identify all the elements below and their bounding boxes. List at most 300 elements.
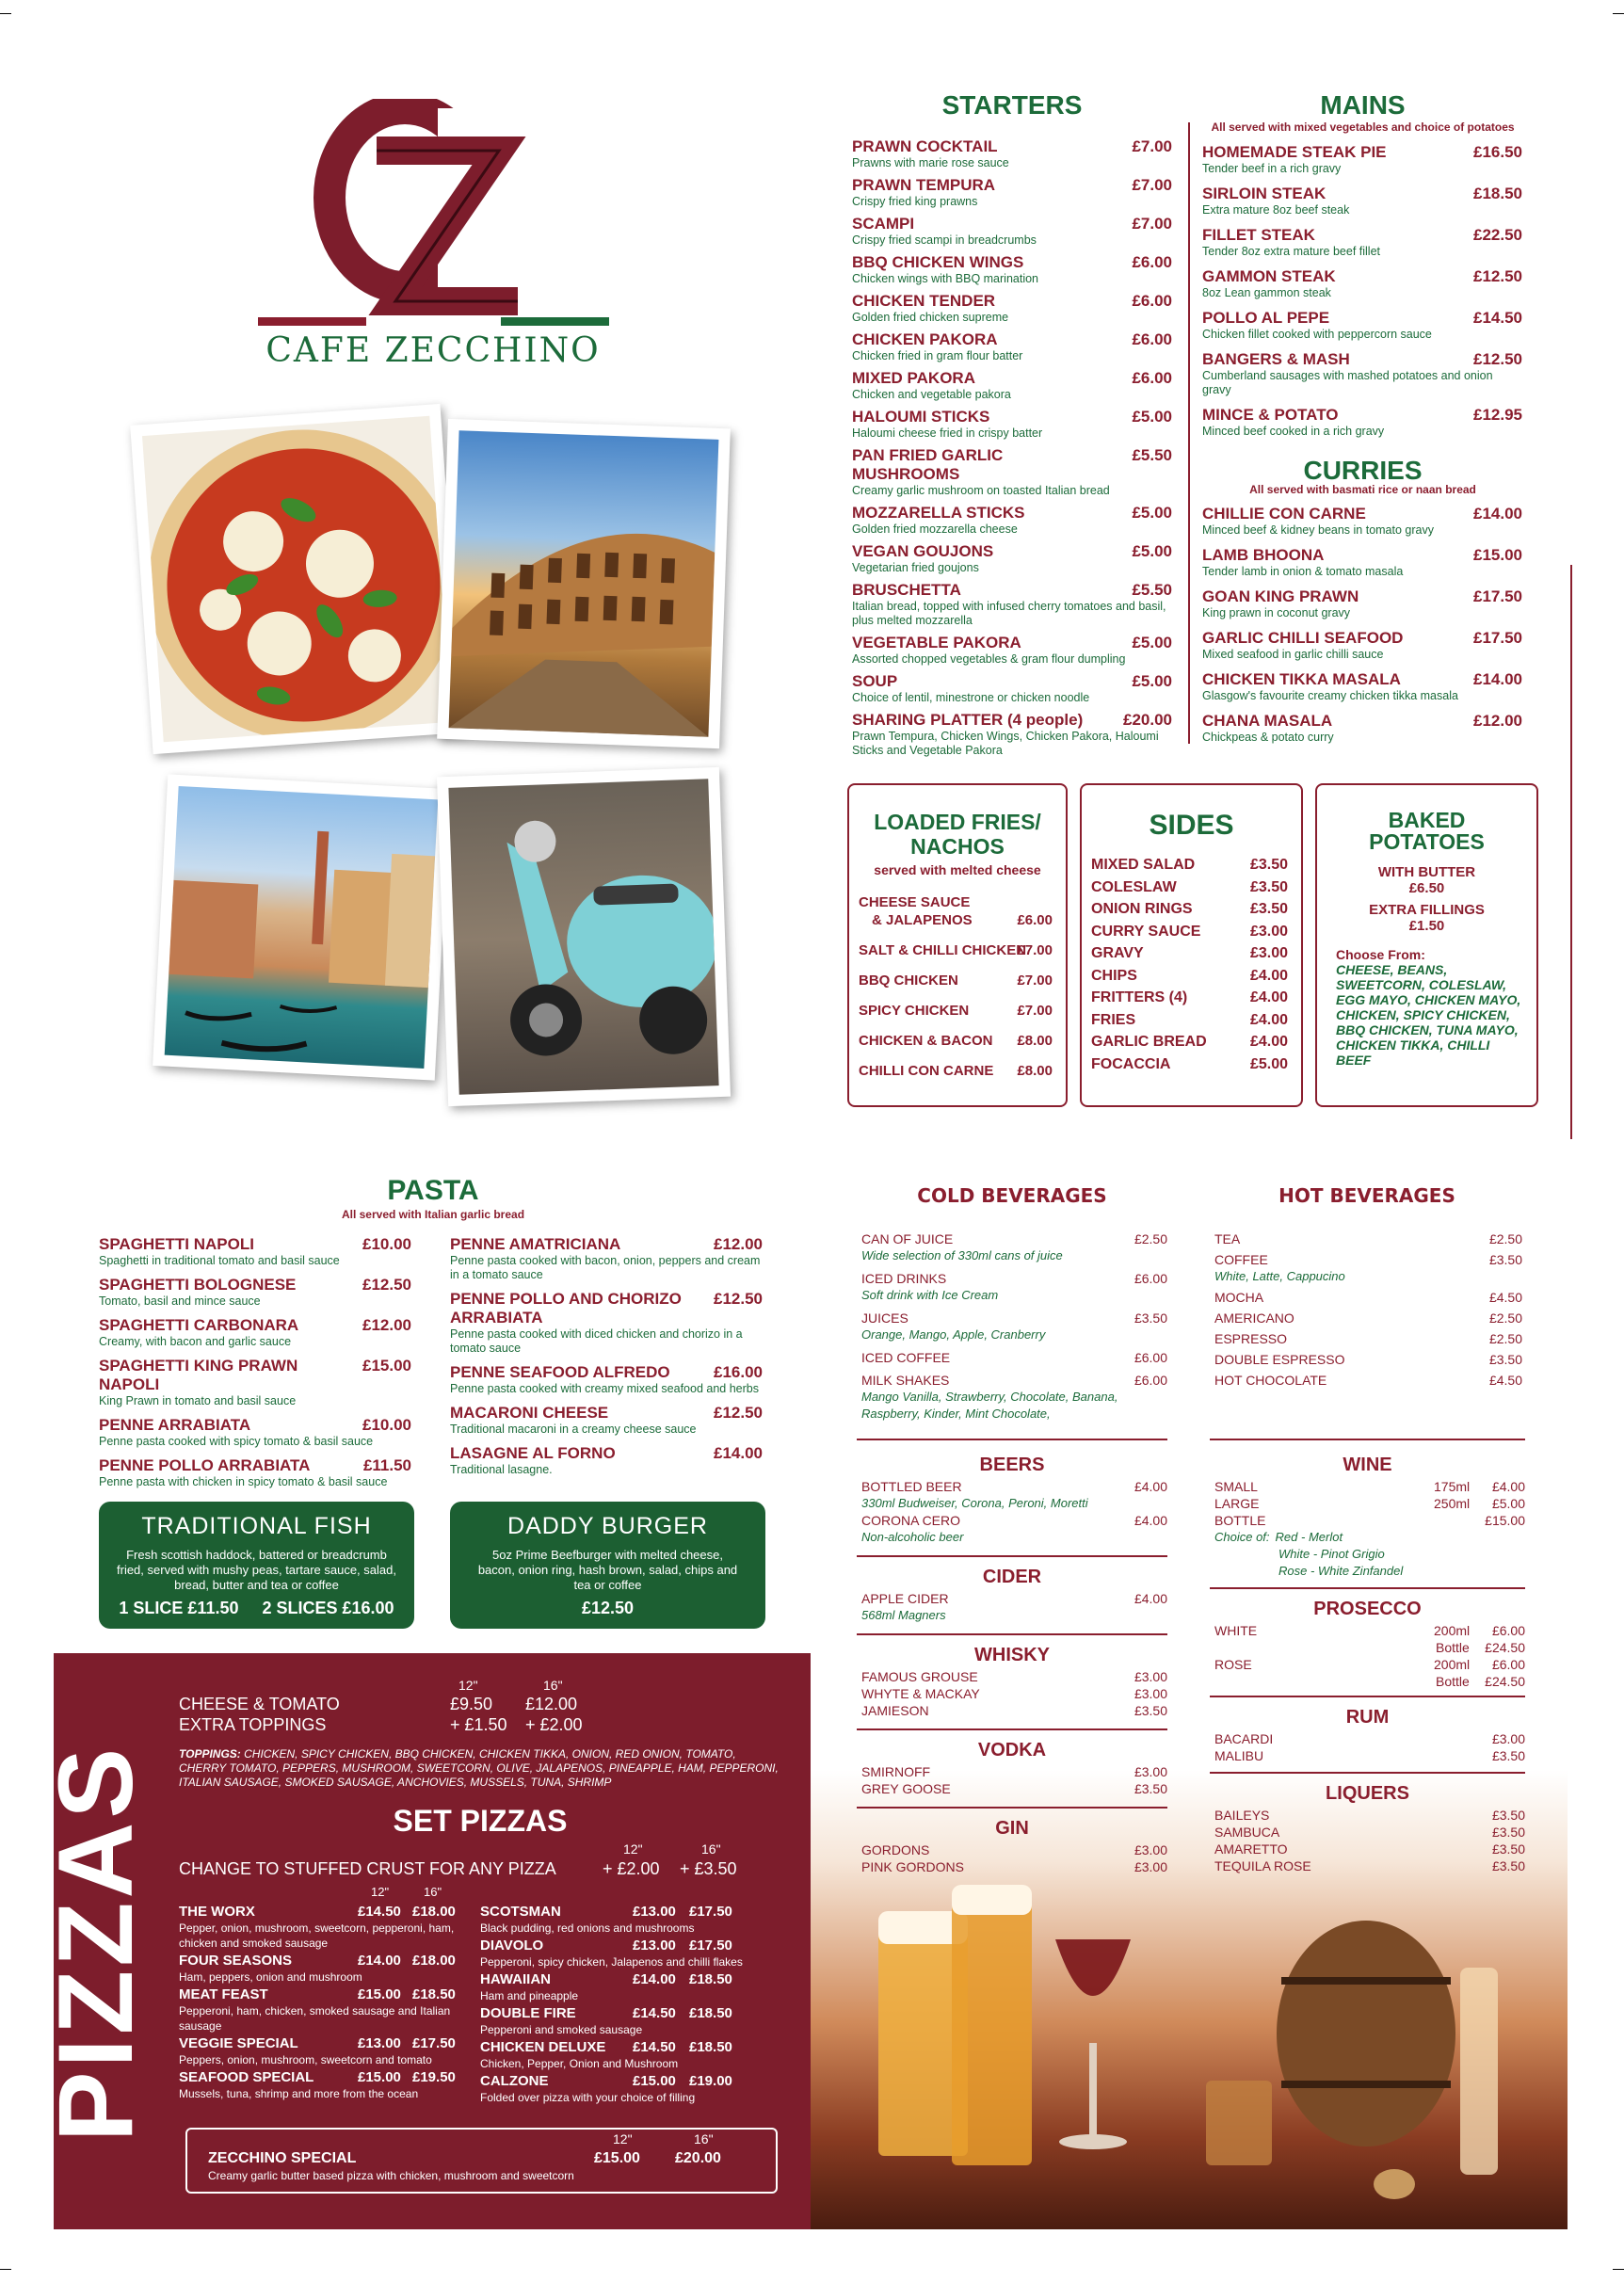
menu-item	[99, 1357, 411, 1408]
menu-item	[99, 1235, 411, 1268]
wine-size: 250ml	[1434, 1496, 1471, 1511]
menu-item	[1202, 505, 1522, 538]
baked-choose-label: Choose From:	[1336, 947, 1425, 962]
item-desc: King prawn in coconut gravy	[1202, 606, 1351, 619]
beverage-price: £3.50	[1488, 1352, 1522, 1367]
side-item	[1091, 876, 1288, 899]
drink-price: £3.50	[1491, 1808, 1525, 1823]
stuffed-size-12: 12"	[623, 1841, 643, 1857]
set-pizza-desc: Pepperoni and smoked sausage	[480, 2023, 643, 2036]
section-divider	[857, 1807, 1167, 1809]
menu-item	[852, 176, 1172, 209]
daddy-burger-panel	[450, 1502, 765, 1629]
set-pizza-name: CHICKEN DELUXE	[480, 2039, 606, 2055]
drink-price: £3.00	[1134, 1669, 1167, 1684]
item-name: GARLIC CHILLI SEAFOOD	[1202, 629, 1404, 647]
wine-price: £5.00	[1491, 1496, 1525, 1511]
side-item-name: FRIES	[1091, 1011, 1136, 1028]
pizza-photo	[130, 404, 463, 754]
item-name: MACARONI CHEESE	[450, 1404, 609, 1422]
drink-price: £3.50	[1491, 1841, 1525, 1857]
prosecco-name: ROSE	[1214, 1657, 1252, 1672]
item-desc: Golden fried chicken supreme	[852, 311, 1009, 324]
side-item-price: £3.50	[1249, 857, 1288, 873]
item-price: £5.50	[1132, 446, 1172, 464]
traditional-fish-panel	[99, 1502, 414, 1629]
set-pizza-16: £19.50	[412, 2069, 456, 2085]
drink-item	[857, 1702, 1167, 1719]
item-price: £5.00	[1132, 504, 1172, 522]
item-name: PRAWN COCKTAIL	[852, 137, 998, 155]
burger-title: DADDY BURGER	[507, 1513, 708, 1539]
drink-name: CORONA CERO	[861, 1513, 961, 1528]
item-name: SPAGHETTI BOLOGNESE	[99, 1276, 297, 1294]
section-divider	[857, 1555, 1167, 1557]
section-divider	[857, 1728, 1167, 1730]
set-pizza-12: £14.50	[358, 1904, 401, 1920]
side-item-price: £5.00	[1249, 1055, 1288, 1072]
prosecco-size2: Bottle	[1436, 1674, 1470, 1689]
item-price: £17.50	[1473, 629, 1522, 647]
set-pizza-16: £18.50	[412, 1986, 456, 2002]
drink-item	[857, 1512, 1167, 1546]
toppings-text	[179, 1747, 781, 1790]
set-pizza-item	[480, 2039, 781, 2071]
side-item	[1091, 942, 1288, 965]
liquers-section	[1210, 1783, 1525, 1874]
menu-item	[852, 504, 1172, 537]
drink-name: PINK GORDONS	[861, 1859, 964, 1874]
pizza-base-name: CHEESE & TOMATO	[179, 1695, 340, 1713]
loaded-item-price: £8.00	[1017, 1063, 1053, 1079]
drink-name: BAILEYS	[1214, 1808, 1270, 1823]
loaded-item	[859, 1062, 1053, 1080]
beverage-desc: Mango Vanilla, Strawberry, Chocolate, Banana, Raspberry, Kinder, Mint Chocolate,	[861, 1390, 1118, 1421]
side-item-price: £3.00	[1249, 923, 1288, 940]
menu-item	[1202, 712, 1522, 745]
burger-desc: 5oz Prime Beefburger with melted cheese, bacon, onion ring, hash brown, salad, chips and tea or coffee	[477, 1548, 738, 1592]
item-desc: Penne pasta cooked with creamy mixed seafood and herbs	[450, 1382, 759, 1395]
item-desc: Penne pasta cooked with spicy tomato & basil sauce	[99, 1435, 374, 1448]
set-pizza-16: £18.00	[412, 1904, 456, 1920]
set-pizza-12: £15.00	[358, 1986, 401, 2002]
drink-item	[1210, 1807, 1525, 1824]
pasta-left-list	[99, 1235, 411, 1497]
set-pizza-desc: Chicken, Pepper, Onion and Mushroom	[480, 2057, 679, 2070]
item-price: £5.00	[1132, 542, 1172, 560]
fish-desc: Fresh scottish haddock, battered or breadcrumb fried, served with mushy peas, tartare sauce, salad, bread, butter and tea or coffee	[117, 1548, 396, 1592]
side-item-price: £4.00	[1249, 967, 1288, 984]
item-desc: Cumberland sausages with mashed potatoes and onion gravy	[1202, 369, 1493, 396]
item-desc: Chicken wings with BBQ marination	[852, 272, 1038, 285]
item-name: PENNE POLLO AND CHORIZO ARRABIATA	[450, 1290, 682, 1326]
beverage-item	[1214, 1351, 1522, 1368]
pizza-base-12: £9.50	[450, 1695, 493, 1713]
starters-list	[852, 137, 1172, 764]
item-desc: Crispy fried scampi in breadcrumbs	[852, 233, 1037, 247]
drink-item	[857, 1590, 1167, 1624]
item-price: £14.00	[1473, 505, 1522, 523]
beverage-item	[861, 1349, 1167, 1366]
item-desc: King Prawn in tomato and basil sauce	[99, 1394, 297, 1407]
beverage-name: AMERICANO	[1214, 1310, 1294, 1326]
item-desc: Tomato, basil and mince sauce	[99, 1294, 261, 1308]
crop-mark-br	[1613, 2269, 1624, 2270]
set-pizza-item	[480, 1904, 781, 1936]
item-desc: Golden fried mozzarella cheese	[852, 523, 1018, 536]
item-price: £12.50	[362, 1276, 411, 1294]
set-pizza-desc: Ham, peppers, onion and mushroom	[179, 1970, 362, 1984]
item-name: HALOUMI STICKS	[852, 408, 990, 426]
wine-choice: White - Pinot Grigio	[1278, 1547, 1385, 1561]
side-item-price: £3.50	[1249, 901, 1288, 917]
section-divider	[1210, 1587, 1525, 1589]
beverage-item	[1214, 1289, 1522, 1306]
item-price: £14.00	[1473, 670, 1522, 688]
item-name: LASAGNE AL FORNO	[450, 1444, 616, 1462]
side-item	[1091, 921, 1288, 943]
drink-price: £3.00	[1134, 1842, 1167, 1857]
menu-item	[1202, 226, 1522, 259]
beverage-name: MILK SHAKES	[861, 1373, 950, 1388]
item-price: £11.50	[362, 1456, 411, 1474]
set-pizza-name: DOUBLE FIRE	[480, 2005, 576, 2021]
loaded-item	[859, 893, 1053, 929]
set-pizza-name: FOUR SEASONS	[179, 1953, 293, 1969]
toppings-list: CHICKEN, SPICY CHICKEN, BBQ CHICKEN, CHICKEN TIKKA, ONION, RED ONION, TOMATO, CHERRY TOMATO, PEPPERS, MUSHROOM, SWEETCORN, OLIVE, JALAPENOS, PINEAPPLE, HAM, PEPPERONI, ITALIAN SAUSAGE, SMOKED SAUSAGE, ANCHOVIES, MUSSELS, TUNA, SHRIMP	[179, 1747, 779, 1789]
set-pizza-name: CALZONE	[480, 2073, 549, 2089]
drink-price: £3.50	[1134, 1781, 1167, 1796]
set-pizza-16: £17.50	[689, 1904, 732, 1920]
prosecco-price2: £24.50	[1485, 1674, 1525, 1689]
set-pizzas-title: SET PIZZAS	[393, 1804, 568, 1838]
drink-item	[1210, 1747, 1525, 1764]
drink-item	[1210, 1824, 1525, 1841]
item-desc: Spaghetti in traditional tomato and basil sauce	[99, 1254, 340, 1267]
set-pizza-12: £14.00	[358, 1953, 401, 1969]
item-name: SCAMPI	[852, 215, 915, 233]
item-price: £5.00	[1132, 408, 1172, 426]
loaded-list	[859, 893, 1053, 1092]
item-name: SPAGHETTI NAPOLI	[99, 1235, 254, 1253]
side-item-name: ONION RINGS	[1091, 901, 1193, 917]
menu-item	[1202, 350, 1522, 397]
set-pizza-desc: Mussels, tuna, shrimp and more from the ocean	[179, 2087, 419, 2100]
side-item	[1091, 898, 1288, 921]
menu-item	[1202, 629, 1522, 662]
loaded-title-line2: NACHOS	[910, 834, 1005, 859]
sides-box	[1080, 783, 1303, 1107]
beverage-price: £2.50	[1488, 1310, 1522, 1326]
starters-divider	[1188, 122, 1190, 744]
prosecco-price1: £6.00	[1491, 1657, 1525, 1672]
menu-item	[1202, 406, 1522, 439]
prosecco-title: PROSECCO	[1313, 1599, 1422, 1619]
item-name: PENNE POLLO ARRABIATA	[99, 1456, 311, 1474]
rum-title: RUM	[1345, 1707, 1390, 1728]
set-pizza-desc: Black pudding, red onions and mushrooms	[480, 1921, 695, 1935]
item-name: PAN FRIED GARLIC MUSHROOMS	[852, 446, 1004, 483]
sides-list	[1091, 854, 1288, 1075]
drink-item	[1210, 1857, 1525, 1874]
beverage-item	[861, 1270, 1167, 1304]
set-pizzas-left	[179, 1904, 461, 2103]
set-pizza-item	[179, 1953, 461, 1985]
drink-desc: Non-alcoholic beer	[861, 1530, 964, 1544]
beverage-price: £3.50	[1488, 1252, 1522, 1267]
drink-item	[1210, 1841, 1525, 1857]
item-name: BBQ CHICKEN WINGS	[852, 253, 1024, 271]
wine-size: 175ml	[1434, 1479, 1471, 1494]
item-desc: Glasgow's favourite creamy chicken tikka masala	[1202, 689, 1458, 702]
item-price: £12.00	[714, 1235, 763, 1253]
drink-item	[857, 1763, 1167, 1780]
beverage-item	[861, 1230, 1167, 1264]
beverage-name: COFFEE	[1214, 1252, 1268, 1267]
beverage-price: £3.50	[1134, 1310, 1167, 1326]
side-item-price: £3.50	[1249, 878, 1288, 895]
prosecco-size1: 200ml	[1434, 1657, 1471, 1672]
menu-item	[852, 253, 1172, 286]
item-name: PENNE SEAFOOD ALFREDO	[450, 1363, 670, 1381]
section-divider	[857, 1633, 1167, 1635]
beverage-price: £2.50	[1488, 1331, 1522, 1346]
mains-list	[1202, 143, 1522, 447]
beverage-item	[861, 1310, 1167, 1343]
set-left-size-16: 16"	[424, 1885, 442, 1899]
drinks-divider-left	[857, 1439, 1167, 1440]
beverage-item	[1214, 1372, 1522, 1389]
prosecco-section	[1210, 1599, 1525, 1697]
wine-choices	[1210, 1529, 1525, 1580]
item-price: £12.50	[714, 1290, 763, 1308]
pizza-base-16: + £2.00	[525, 1715, 583, 1734]
mains-title: MAINS	[1320, 90, 1406, 120]
item-price: £7.00	[1132, 137, 1172, 155]
menu-item	[1202, 587, 1522, 620]
item-name: GOAN KING PRAWN	[1202, 587, 1359, 605]
set-pizza-desc: Folded over pizza with your choice of filling	[480, 2091, 696, 2104]
drink-name: BACARDI	[1214, 1731, 1274, 1746]
drink-item	[857, 1668, 1167, 1685]
item-price: £10.00	[362, 1416, 411, 1434]
loaded-item-price: £8.00	[1017, 1033, 1053, 1049]
beverage-desc: Wide selection of 330ml cans of juice	[861, 1248, 1063, 1262]
cold-beverages-title: COLD BEVERAGES	[917, 1184, 1107, 1207]
set-pizza-desc: Pepper, onion, mushroom, sweetcorn, pepperoni, ham, chicken and smoked sausage	[179, 1921, 455, 1950]
drink-name: AMARETTO	[1214, 1841, 1288, 1857]
scooter-photo	[437, 767, 731, 1106]
sides-title: SIDES	[1149, 810, 1234, 841]
wine-item	[1210, 1512, 1525, 1529]
set-pizza-12: £13.00	[633, 1937, 676, 1953]
beverage-name: ESPRESSO	[1214, 1331, 1288, 1346]
set-pizza-16: £19.00	[689, 2073, 732, 2089]
curries-title: CURRIES	[1303, 456, 1423, 485]
loaded-item-price: £7.00	[1017, 973, 1053, 989]
loaded-item-price: £6.00	[1017, 912, 1053, 928]
set-pizza-name: SEAFOOD SPECIAL	[179, 2069, 314, 2085]
item-name: SPAGHETTI KING PRAWN NAPOLI	[99, 1357, 298, 1393]
set-pizza-name: HAWAIIAN	[480, 1971, 551, 1987]
item-name: SPAGHETTI CARBONARA	[99, 1316, 299, 1334]
item-name: POLLO AL PEPE	[1202, 309, 1330, 327]
prosecco-item	[1210, 1656, 1525, 1690]
base-size-12: 12"	[458, 1678, 478, 1693]
drink-price: £3.50	[1134, 1703, 1167, 1718]
menu-item	[852, 330, 1172, 363]
fish-title: TRADITIONAL FISH	[141, 1513, 372, 1539]
pizza-base-row	[179, 1715, 650, 1736]
drink-item	[857, 1478, 1167, 1512]
curries-divider	[1570, 565, 1572, 1139]
wine-name: LARGE	[1214, 1496, 1260, 1511]
special-desc: Creamy garlic butter based pizza with chicken, mushroom and sweetcorn	[208, 2169, 574, 2182]
item-price: £20.00	[1123, 711, 1172, 729]
beverage-desc: Orange, Mango, Apple, Cranberry	[861, 1327, 1046, 1342]
item-desc: Traditional lasagne.	[450, 1463, 553, 1476]
drink-price: £3.50	[1491, 1748, 1525, 1763]
item-name: SHARING PLATTER (4 people)	[852, 711, 1084, 729]
drink-name: GORDONS	[861, 1842, 930, 1857]
item-name: CHANA MASALA	[1202, 712, 1333, 730]
item-price: £6.00	[1132, 369, 1172, 387]
beverage-item	[1214, 1310, 1522, 1326]
set-pizza-name: VEGGIE SPECIAL	[179, 2035, 298, 2051]
item-price: £5.00	[1132, 634, 1172, 651]
item-name: CHILLIE CON CARNE	[1202, 505, 1366, 523]
item-price: £7.00	[1132, 176, 1172, 194]
item-desc: Italian bread, topped with infused cherry tomatoes and basil, plus melted mozzarella	[852, 600, 1166, 627]
menu-item	[1202, 185, 1522, 217]
set-pizza-16: £17.50	[412, 2035, 456, 2051]
item-desc: Penne pasta cooked with diced chicken and chorizo in a tomato sauce	[450, 1327, 743, 1355]
beers-title: BEERS	[979, 1455, 1045, 1475]
item-name: CHICKEN TIKKA MASALA	[1202, 670, 1401, 688]
pasta-subtitle: All served with Italian garlic bread	[341, 1208, 525, 1221]
item-desc: Assorted chopped vegetables & gram flour dumpling	[852, 652, 1126, 666]
baked-butter-price: £6.50	[1408, 880, 1445, 896]
pizza-base-list	[179, 1695, 650, 1736]
menu-item	[99, 1276, 411, 1309]
item-price: £18.50	[1473, 185, 1522, 202]
item-price: £16.50	[1473, 143, 1522, 161]
item-name: MIXED PAKORA	[852, 369, 975, 387]
beverage-name: DOUBLE ESPRESSO	[1214, 1352, 1345, 1367]
menu-item	[852, 581, 1172, 628]
loaded-item-price: £7.00	[1017, 1003, 1053, 1019]
side-item-name: GARLIC BREAD	[1091, 1034, 1207, 1050]
section-divider	[1210, 1696, 1525, 1697]
fish-prices: 1 SLICE £11.50 2 SLICES £16.00	[119, 1599, 394, 1617]
beverage-price: £2.50	[1134, 1231, 1167, 1246]
item-price: £12.95	[1473, 406, 1522, 424]
item-name: LAMB BHOONA	[1202, 546, 1325, 564]
item-name: HOMEMADE STEAK PIE	[1202, 143, 1387, 161]
side-item-price: £3.00	[1249, 945, 1288, 961]
item-desc: Tender lamb in onion & tomato masala	[1202, 565, 1404, 578]
baked-title-line1: BAKED	[1388, 808, 1466, 832]
liquers-title: LIQUERS	[1326, 1783, 1409, 1804]
side-item	[1091, 854, 1288, 876]
stuffed-12-price: + £2.00	[603, 1859, 660, 1878]
pizza-base-name: EXTRA TOPPINGS	[179, 1715, 327, 1734]
set-pizza-12: £15.00	[633, 2073, 676, 2089]
brand-name: CAFE ZECCHINO	[265, 331, 601, 370]
item-desc: Minced beef cooked in a rich gravy	[1202, 425, 1385, 438]
special-name: ZECCHINO SPECIAL	[208, 2150, 357, 2166]
cider-title: CIDER	[982, 1567, 1042, 1587]
menu-item	[450, 1290, 763, 1356]
set-pizza-item	[179, 2035, 461, 2067]
drink-desc: 330ml Budweiser, Corona, Peroni, Moretti	[861, 1496, 1088, 1510]
mains-subtitle: All served with mixed vegetables and choice of potatoes	[1211, 121, 1515, 134]
item-price: £12.50	[714, 1404, 763, 1422]
crop-mark-tl	[0, 13, 11, 14]
item-price: £12.00	[1473, 712, 1522, 730]
prosecco-price2: £24.50	[1485, 1640, 1525, 1655]
set-pizza-12: £14.50	[633, 2039, 676, 2055]
side-item-name: GRAVY	[1091, 945, 1144, 961]
item-price: £12.50	[1473, 267, 1522, 285]
vodka-title: VODKA	[977, 1740, 1047, 1760]
side-item	[1091, 1053, 1288, 1076]
item-desc: Prawns with marie rose sauce	[852, 156, 1009, 169]
left-drinks-column	[857, 1455, 1167, 1885]
beverage-name: MOCHA	[1214, 1290, 1264, 1305]
wine-choice: Rose - White Zinfandel	[1278, 1564, 1404, 1578]
loaded-item-name: SPICY CHICKEN	[859, 1003, 970, 1019]
drink-name: GREY GOOSE	[861, 1781, 951, 1796]
item-name: CHICKEN TENDER	[852, 292, 996, 310]
set-pizza-12: £15.00	[358, 2069, 401, 2085]
set-pizza-item	[179, 1904, 461, 1951]
section-divider	[1210, 1772, 1525, 1774]
wine-price: £15.00	[1485, 1513, 1525, 1528]
wine-title: WINE	[1343, 1455, 1392, 1475]
prosecco-price1: £6.00	[1491, 1623, 1525, 1638]
drink-price: £4.00	[1134, 1513, 1167, 1528]
item-price: £5.50	[1132, 581, 1172, 599]
drink-item	[857, 1841, 1167, 1858]
item-price: £6.00	[1132, 330, 1172, 348]
gin-title: GIN	[995, 1818, 1029, 1839]
item-desc: Vegetarian fried goujons	[852, 561, 979, 574]
beverage-name: HOT CHOCOLATE	[1214, 1373, 1327, 1388]
item-desc: Tender 8oz extra mature beef fillet	[1202, 245, 1380, 258]
set-pizza-desc: Pepperoni, spicy chicken, Jalapenos and chilli flakes	[480, 1955, 743, 1969]
menu-item	[450, 1363, 763, 1396]
drink-price: £3.00	[1491, 1731, 1525, 1746]
beverage-price: £6.00	[1134, 1350, 1167, 1365]
item-desc: Chicken fried in gram flour batter	[852, 349, 1023, 362]
item-desc: Prawn Tempura, Chicken Wings, Chicken Pakora, Haloumi Sticks and Vegetable Pakora	[852, 730, 1159, 757]
loaded-title-line1: LOADED FRIES/	[874, 810, 1041, 834]
set-pizza-name: SCOTSMAN	[480, 1904, 561, 1920]
menu-item	[852, 292, 1172, 325]
pasta-title: PASTA	[387, 1175, 479, 1206]
prosecco-size1: 200ml	[1434, 1623, 1471, 1638]
beverage-price: £4.50	[1488, 1373, 1522, 1388]
loaded-item-name: CHICKEN & BACON	[859, 1033, 993, 1049]
set-pizza-name: MEAT FEAST	[179, 1986, 268, 2002]
drink-name: MALIBU	[1214, 1748, 1264, 1763]
baked-with-butter: WITH BUTTER	[1377, 864, 1476, 880]
item-price: £6.00	[1132, 253, 1172, 271]
set-pizza-16: £17.50	[689, 1937, 732, 1953]
item-price: £12.50	[1473, 350, 1522, 368]
whisky-title: WHISKY	[974, 1645, 1050, 1665]
